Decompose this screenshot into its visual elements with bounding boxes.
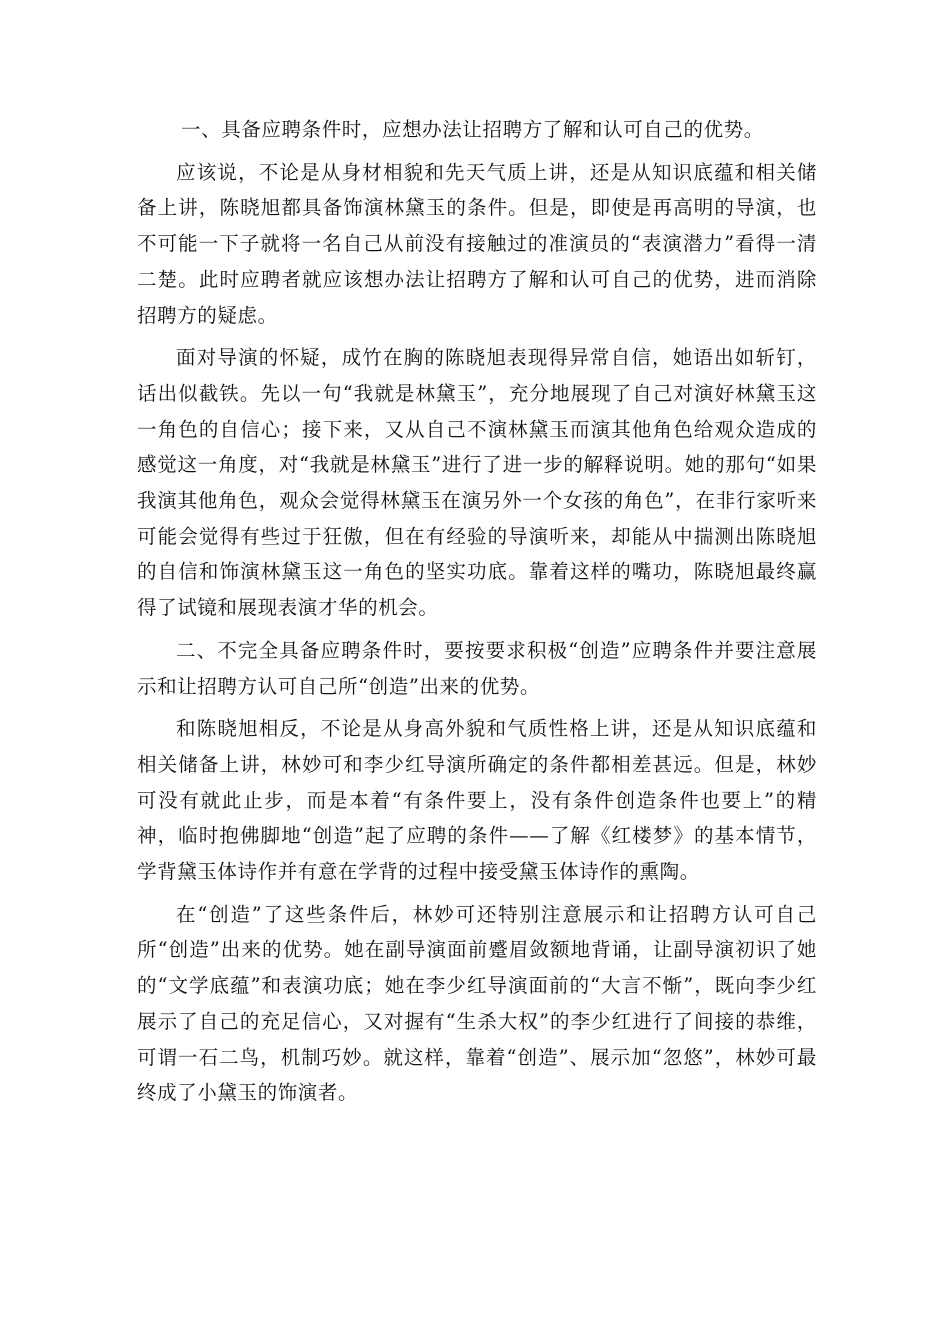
body-paragraph-1: 应该说，不论是从身材相貌和先天气质上讲，还是从知识底蕴和相关储备上讲，陈晓旭都具备饰演林黛玉的条件。但是，即使是再高明的导演，也不可能一下子就将一名自己从前没有接触过的准演员的“表演潜力”看得一清二楚。此时应聘者就应该想办法让招聘方了解和认可自己的优势，进而消除招聘方的疑虑。 (137, 160, 817, 327)
section-heading-1: 一、具备应聘条件时，应想办法让招聘方了解和认可自己的优势。 (181, 118, 764, 141)
body-paragraph-4: 在“创造”了这些条件后，林妙可还特别注意展示和让招聘方认可自己所“创造”出来的优势。她在副导演面前蹙眉敛额地背诵，让副导演初识了她的“文学底蕴”和表演功底；她在李少红导演面前的“大言不惭”，既向李少红展示了自己的充足信心，又对握有“生杀大权”的李少红进行了间接的恭维，可谓一石二鸟，机制巧妙。就这样，靠着“创造”、展示加“忽悠”，林妙可最终成了小黛玉的饰演者。 (137, 902, 817, 1105)
body-paragraph-2: 面对导演的怀疑，成竹在胸的陈晓旭表现得异常自信，她语出如斩钉，话出似截铁。先以一句“我就是林黛玉”，充分地展现了自己对演好林黛玉这一角色的自信心；接下来，又从自己不演林黛玉而演其他角色给观众造成的感觉这一角度，对“我就是林黛玉”进行了进一步的解释说明。她的那句“如果我演其他角色，观众会觉得林黛玉在演另外一个女孩的角色”，在非行家听来可能会觉得有些过于狂傲，但在有经验的导演听来，却能从中揣测出陈晓旭的自信和饰演林黛玉这一角色的坚实功底。靠着这样的嘴功，陈晓旭最终赢得了试镜和展现表演才华的机会。 (137, 346, 817, 620)
section-heading-2: 二、不完全具备应聘条件时，要按要求积极“创造”应聘条件并要注意展示和让招聘方认可自己所“创造”出来的优势。 (137, 638, 817, 698)
body-paragraph-3: 和陈晓旭相反，不论是从身高外貌和气质性格上讲，还是从知识底蕴和相关储备上讲，林妙可和李少红导演所确定的条件都相差甚远。但是，林妙可没有就此止步，而是本着“有条件要上，没有条件创造条件也要上”的精神，临时抱佛脚地“创造”起了应聘的条件——了解《红楼梦》的基本情节，学背黛玉体诗作并有意在学背的过程中接受黛玉体诗作的熏陶。 (137, 717, 817, 884)
document-body (137, 112, 817, 1118)
